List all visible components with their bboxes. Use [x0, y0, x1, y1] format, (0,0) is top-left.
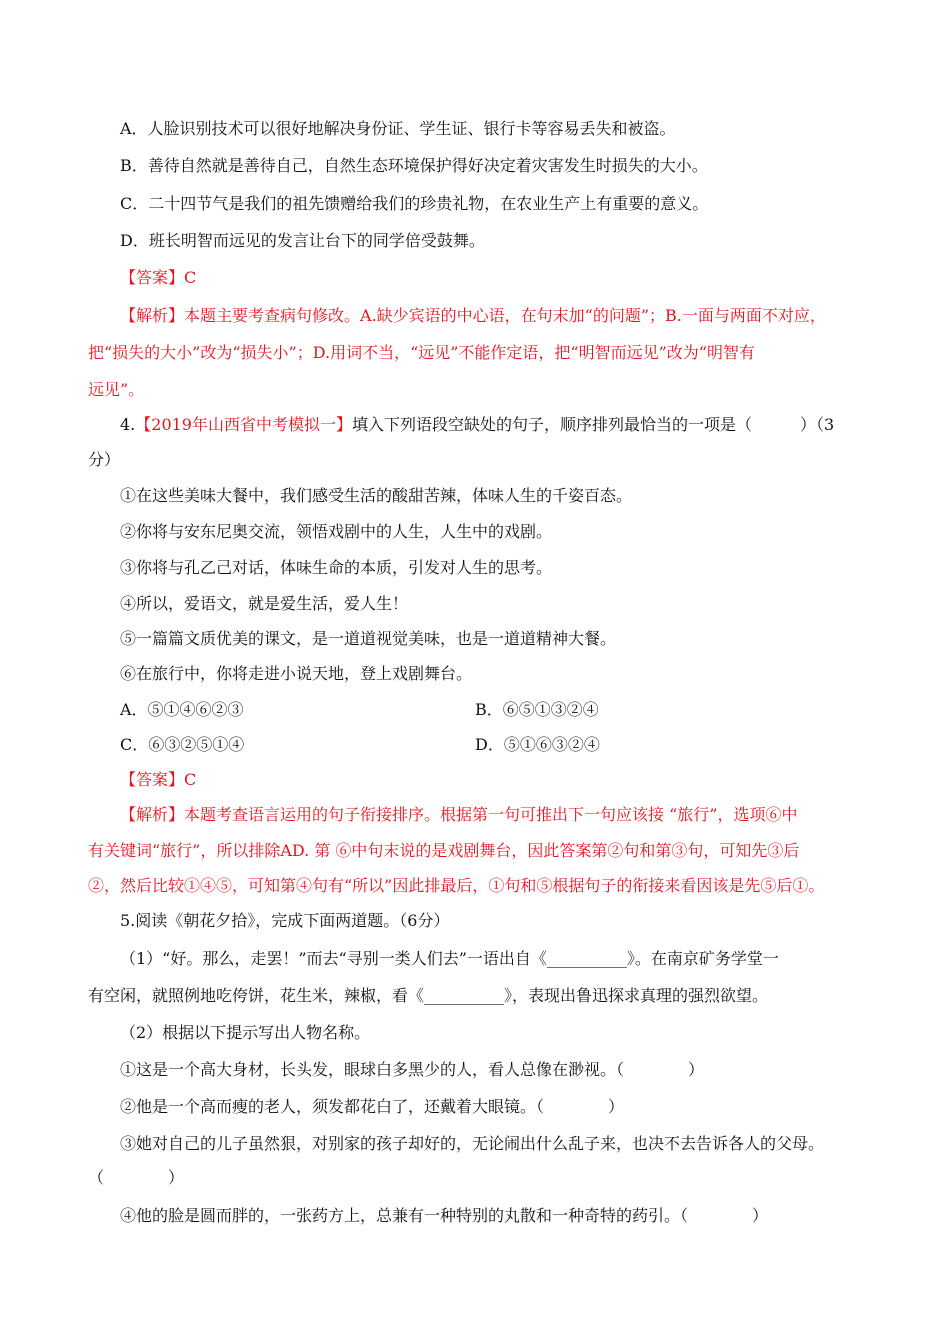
q4-option-c: C．⑥③②⑤①④ — [120, 735, 245, 754]
q3-option-b: B．善待自然就是善待自己，自然生态环境保护得好决定着灾害发生时损失的大小。 — [120, 156, 708, 175]
q4-analysis-line-3: ②，然后比较①④⑤，可知第④句有“所以”因此排最后，①句和⑤根据句子的衔接来看因该是先⑤后①。 — [88, 876, 825, 895]
analysis-text: 本题主要考查病句修改。A.缺少宾语的中心语，在句末加“的问题”；B.一面与两面不对应， — [184, 306, 826, 325]
q5-part2-stem: （2）根据以下提示写出人物名称。 — [120, 1023, 371, 1042]
answer-value: C — [184, 268, 197, 287]
q5-item-3-blank: （ ） — [88, 1168, 185, 1187]
q4-option-b: B．⑥⑤①③②④ — [475, 700, 599, 719]
answer-tag: 【答案】 — [120, 770, 185, 789]
q4-analysis-line-2: 有关键词“旅行”，所以排除AD. 第 ⑥中句末说的是戏剧舞台，因此答案第②句和第③句，可知先③后 — [88, 841, 800, 860]
q4-sentence-2: ②你将与安东尼奥交流，领悟戏剧中的人生，人生中的戏剧。 — [120, 522, 553, 541]
q5-item-3: ③她对自己的儿子虽然狠，对别家的孩子却好的，无论闹出什么乱子来，也决不去告诉各人的父母。 — [120, 1134, 825, 1153]
analysis-tag: 【解析】 — [120, 805, 185, 824]
q5-part1-line1: （1）“好。那么，走罢！”而去“寻别一类人们去”一语出自《__________》。在南京矿务学堂一 — [120, 949, 779, 968]
q4-sentence-6: ⑥在旅行中，你将走进小说天地，登上戏剧舞台。 — [120, 664, 473, 683]
q4-sentence-1: ①在这些美味大餐中，我们感受生活的酸甜苦辣，体味人生的千姿百态。 — [120, 486, 633, 505]
q4-stem — [120, 414, 834, 436]
q5-stem: 5.阅读《朝花夕拾》，完成下面两道题。（6分） — [120, 911, 450, 930]
q4-number: 4. — [120, 415, 136, 434]
q3-answer — [120, 267, 196, 289]
q3-analysis-line-1 — [120, 305, 826, 327]
q4-sentence-5: ⑤一篇篇文质优美的课文，是一道道视觉美味，也是一道道精神大餐。 — [120, 629, 617, 648]
q5-part1-line2: 有空闲，就照例地吃侉饼，花生米，辣椒，看《__________》，表现出鲁迅探求真理的强烈欲望。 — [88, 986, 769, 1005]
q5-item-1: ①这是一个高大身材，长头发，眼球白多黑少的人，看人总像在渺视。（ ） — [120, 1060, 705, 1079]
q4-stem-text: 填入下列语段空缺处的句子，顺序排列最恰当的一项是（ ）（3 — [352, 415, 835, 434]
q4-analysis-line-1 — [120, 804, 797, 826]
q5-item-4: ④他的脸是圆而胖的，一张药方上，总兼有一种特别的丸散和一种奇特的药引。（ ） — [120, 1206, 769, 1225]
q4-option-d: D．⑤①⑥③②④ — [475, 735, 600, 754]
answer-tag: 【答案】 — [120, 268, 185, 287]
answer-value: C — [184, 770, 197, 789]
analysis-text: 本题考查语言运用的句子衔接排序。根据第一句可推出下一句应该接 “旅行”，选项⑥中 — [184, 805, 798, 824]
q3-analysis-line-3: 远见”。 — [88, 380, 145, 399]
q3-option-c: C．二十四节气是我们的祖先馈赠给我们的珍贵礼物，在农业生产上有重要的意义。 — [120, 194, 709, 213]
q3-option-d: D．班长明智而远见的发言让台下的同学倍受鼓舞。 — [120, 231, 485, 250]
q4-source: 【2019年山西省中考模拟一】 — [135, 415, 352, 434]
q4-stem-cont: 分） — [88, 450, 121, 469]
q4-sentence-4: ④所以，爱语文，就是爱生活，爱人生！ — [120, 594, 409, 613]
q4-sentence-3: ③你将与孔乙己对话，体味生命的本质，引发对人生的思考。 — [120, 558, 553, 577]
analysis-tag: 【解析】 — [120, 306, 185, 325]
q3-option-a: A．人脸识别技术可以很好地解决身份证、学生证、银行卡等容易丢失和被盗。 — [120, 119, 676, 138]
q3-analysis-line-2: 把“损失的大小”改为“损失小”；D.用词不当，“远见”不能作定语，把“明智而远见”改为“明智有 — [88, 343, 755, 362]
q5-item-2: ②他是一个高而瘦的老人，须发都花白了，还戴着大眼镜。（ ） — [120, 1097, 625, 1116]
q4-answer — [120, 769, 196, 791]
q4-option-a: A．⑤①④⑥②③ — [120, 700, 244, 719]
